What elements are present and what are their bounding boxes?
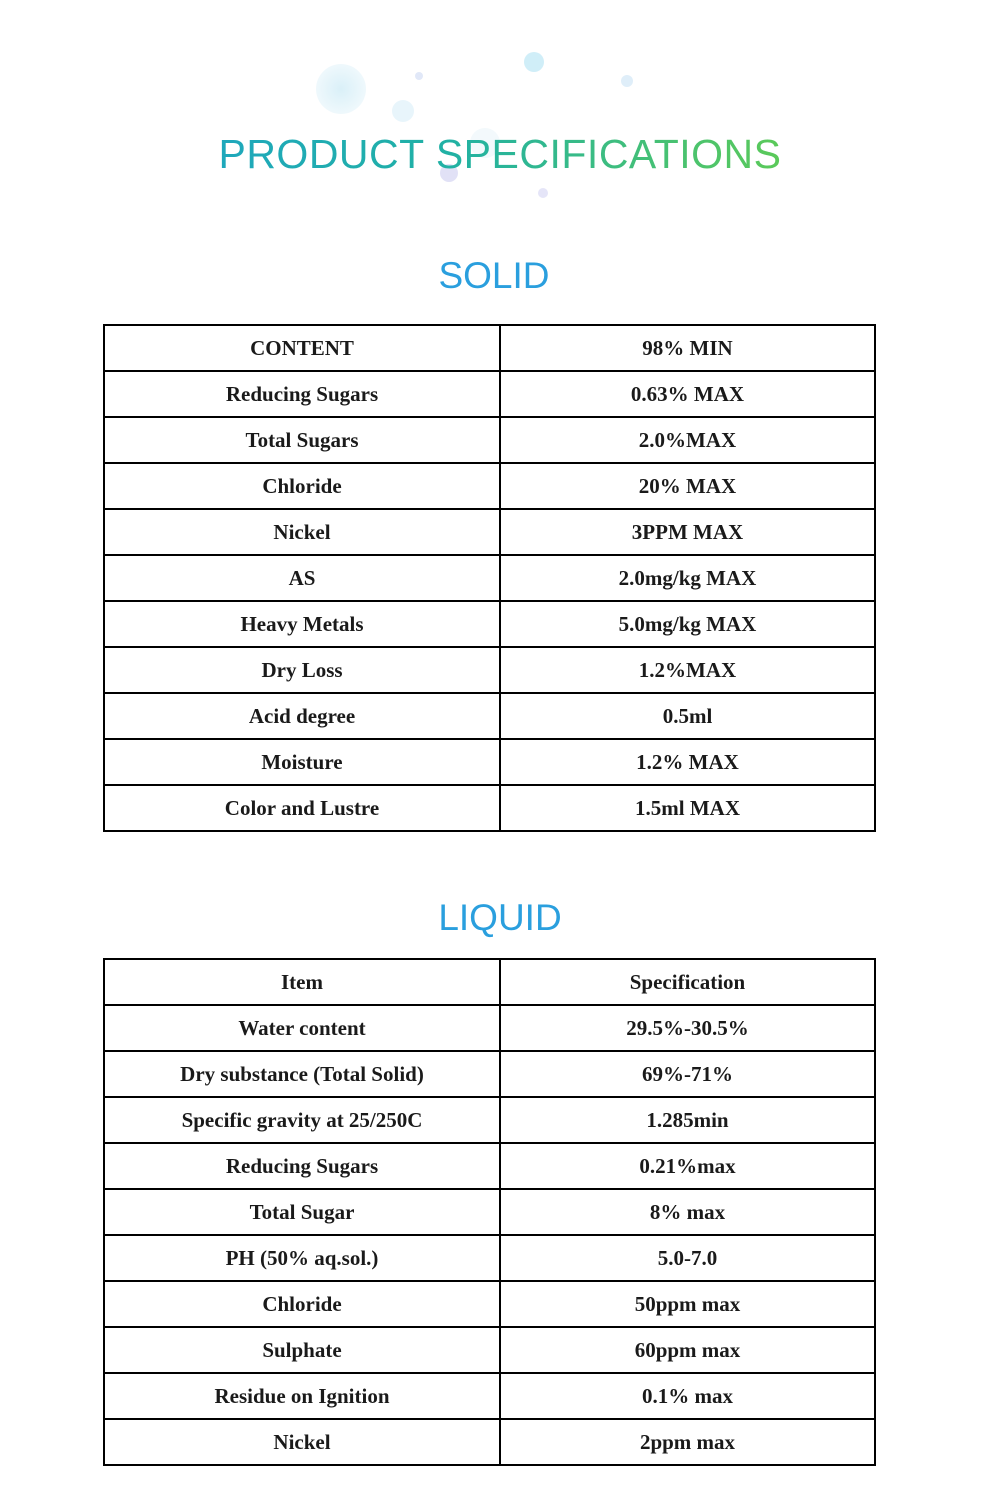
- decorative-bubble: [538, 188, 548, 198]
- spec-value: 1.2% MAX: [500, 739, 875, 785]
- spec-item: Dry substance (Total Solid): [104, 1051, 500, 1097]
- table-row: [104, 371, 875, 417]
- spec-value: 2.0mg/kg MAX: [500, 555, 875, 601]
- table-row: [104, 1281, 875, 1327]
- table-row: [104, 1419, 875, 1465]
- spec-item: Sulphate: [104, 1327, 500, 1373]
- spec-item: Dry Loss: [104, 647, 500, 693]
- table-row: [104, 417, 875, 463]
- table-row: [104, 1097, 875, 1143]
- decorative-bubble: [316, 64, 366, 114]
- decorative-bubble: [415, 72, 423, 80]
- spec-item: Moisture: [104, 739, 500, 785]
- table-header-row: [104, 959, 875, 1005]
- spec-value: 1.5ml MAX: [500, 785, 875, 831]
- spec-item: Specific gravity at 25/250C: [104, 1097, 500, 1143]
- table-row: [104, 1051, 875, 1097]
- table-row: [104, 1235, 875, 1281]
- spec-value: 0.21%max: [500, 1143, 875, 1189]
- spec-item: Chloride: [104, 463, 500, 509]
- spec-item: Total Sugar: [104, 1189, 500, 1235]
- spec-item: CONTENT: [104, 325, 500, 371]
- spec-item: Heavy Metals: [104, 601, 500, 647]
- page-title: PRODUCT SPECIFICATIONS: [0, 131, 1000, 177]
- table-row: [104, 1005, 875, 1051]
- column-header-item: Item: [104, 959, 500, 1005]
- spec-item: Water content: [104, 1005, 500, 1051]
- spec-value: 1.285min: [500, 1097, 875, 1143]
- spec-value: 69%-71%: [500, 1051, 875, 1097]
- spec-item: Residue on Ignition: [104, 1373, 500, 1419]
- decorative-bubble: [524, 52, 544, 72]
- table-row: [104, 1143, 875, 1189]
- liquid-spec-table: [103, 958, 876, 1466]
- spec-item: Color and Lustre: [104, 785, 500, 831]
- table-row: [104, 739, 875, 785]
- spec-item: Reducing Sugars: [104, 1143, 500, 1189]
- table-row: [104, 785, 875, 831]
- spec-item: Total Sugars: [104, 417, 500, 463]
- spec-item: Acid degree: [104, 693, 500, 739]
- spec-value: 0.5ml: [500, 693, 875, 739]
- spec-value: 50ppm max: [500, 1281, 875, 1327]
- spec-item: Chloride: [104, 1281, 500, 1327]
- solid-spec-table: [103, 324, 876, 832]
- column-header-specification: Specification: [500, 959, 875, 1005]
- spec-item: Nickel: [104, 509, 500, 555]
- spec-value: 2.0%MAX: [500, 417, 875, 463]
- spec-value: 1.2%MAX: [500, 647, 875, 693]
- spec-value: 2ppm max: [500, 1419, 875, 1465]
- table-row: [104, 647, 875, 693]
- spec-value: 0.63% MAX: [500, 371, 875, 417]
- spec-value: 8% max: [500, 1189, 875, 1235]
- solid-section-title: SOLID: [438, 255, 550, 296]
- table-row: [104, 693, 875, 739]
- table-row: [104, 1327, 875, 1373]
- spec-value: 20% MAX: [500, 463, 875, 509]
- table-row: [104, 1373, 875, 1419]
- spec-value: 5.0mg/kg MAX: [500, 601, 875, 647]
- spec-value: 3PPM MAX: [500, 509, 875, 555]
- table-row: [104, 1189, 875, 1235]
- spec-value: 60ppm max: [500, 1327, 875, 1373]
- table-row: [104, 601, 875, 647]
- decorative-bubble: [392, 100, 414, 122]
- spec-item: PH (50% aq.sol.): [104, 1235, 500, 1281]
- liquid-section-title: LIQUID: [438, 897, 562, 938]
- spec-item: AS: [104, 555, 500, 601]
- spec-value: 0.1% max: [500, 1373, 875, 1419]
- table-row: [104, 509, 875, 555]
- table-row: [104, 555, 875, 601]
- table-row: [104, 325, 875, 371]
- spec-value: 98% MIN: [500, 325, 875, 371]
- spec-item: Nickel: [104, 1419, 500, 1465]
- spec-value: 5.0-7.0: [500, 1235, 875, 1281]
- decorative-bubble: [621, 75, 633, 87]
- spec-item: Reducing Sugars: [104, 371, 500, 417]
- table-row: [104, 463, 875, 509]
- spec-value: 29.5%-30.5%: [500, 1005, 875, 1051]
